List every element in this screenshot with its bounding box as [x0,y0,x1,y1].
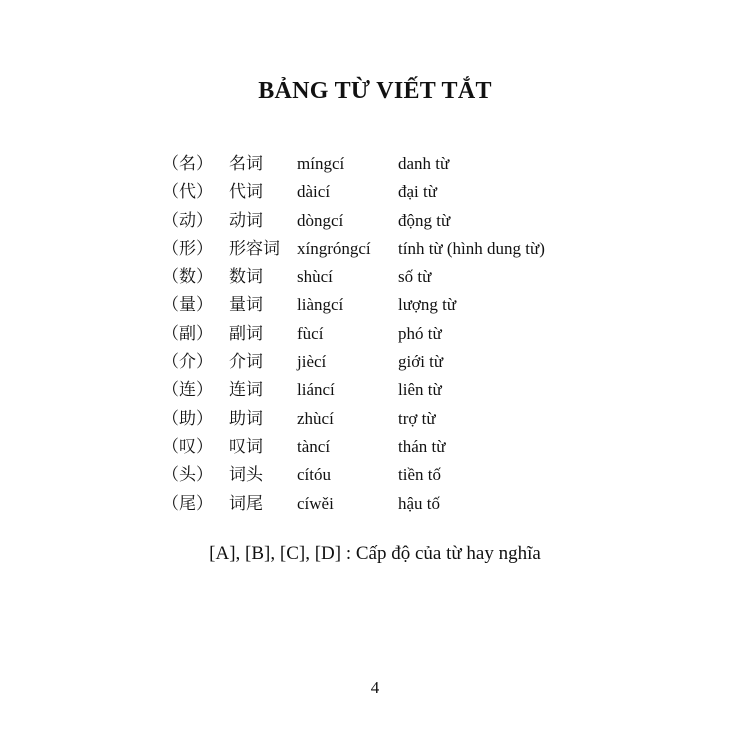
chinese-term-cell: 叹词 [229,436,263,456]
chinese-term-cell: 助词 [229,408,263,428]
pinyin-cell: cítóu [297,465,331,485]
table-row [162,207,642,235]
meaning-cell: số từ [398,267,432,287]
abbreviation-cell: （助） [162,408,213,428]
chinese-term-cell: 名词 [229,154,263,173]
table-row [162,433,642,461]
table-row [162,348,642,376]
meaning-cell: lượng từ [398,295,457,315]
abbreviation-table [162,150,642,518]
table-row [162,376,642,404]
abbreviation-cell: （形） [162,238,213,258]
abbreviation-cell: （叹） [162,436,213,456]
table-row [162,490,642,518]
meaning-cell: danh từ [398,154,450,173]
pinyin-cell: liàngcí [297,295,344,315]
chinese-term-cell: 数词 [229,267,263,287]
abbreviation-cell: （连） [162,380,213,400]
table-row [162,461,642,489]
abbreviation-cell: （量） [162,295,213,315]
abbreviation-cell: （代） [162,182,213,202]
chinese-term-cell: 量词 [229,295,263,315]
meaning-cell: liên từ [398,380,442,400]
pinyin-cell: xíngróngcí [297,238,371,258]
table-row [162,263,642,291]
abbreviation-cell: （头） [162,465,213,485]
level-note: [A], [B], [C], [D] : Cấp độ của từ hay nghĩa [209,543,541,564]
chinese-term-cell: 副词 [229,323,263,343]
pinyin-cell: tàncí [297,436,331,456]
table-row [162,150,642,178]
page-title: BẢNG TỪ VIẾT TẮT [258,78,492,104]
pinyin-cell: zhùcí [297,408,334,428]
chinese-term-cell: 动词 [229,210,263,230]
pinyin-cell: fùcí [297,323,324,343]
meaning-cell: hậu tố [398,493,441,513]
pinyin-cell: míngcí [297,154,345,173]
pinyin-cell: cíwěi [297,493,334,513]
page-number: 4 [370,678,380,697]
table-row [162,178,642,206]
table-row [162,405,642,433]
abbreviation-cell: （副） [162,323,213,343]
chinese-term-cell: 介词 [229,352,263,372]
chinese-term-cell: 形容词 [229,238,280,258]
pinyin-cell: dòngcí [297,210,344,230]
abbreviation-cell: （介） [162,352,213,372]
pinyin-cell: liáncí [297,380,335,400]
meaning-cell: tiền tố [398,465,441,485]
table-row [162,291,642,319]
chinese-term-cell: 词头 [229,465,263,485]
chinese-term-cell: 连词 [229,380,263,400]
meaning-cell: đại từ [398,182,437,202]
meaning-cell: động từ [398,210,451,230]
pinyin-cell: jiècí [297,352,327,372]
pinyin-cell: shùcí [297,267,333,287]
meaning-cell: tính từ (hình dung từ) [398,238,545,258]
meaning-cell: trợ từ [398,408,436,428]
chinese-term-cell: 词尾 [229,493,263,513]
abbreviation-cell: （尾） [162,493,213,513]
table-row [162,235,642,263]
meaning-cell: phó từ [398,323,442,343]
table-row [162,320,642,348]
pinyin-cell: dàicí [297,182,331,202]
meaning-cell: giới từ [398,352,444,372]
abbreviation-cell: （数） [162,267,213,287]
abbreviation-cell: （动） [162,210,213,230]
abbreviation-cell: （名） [162,154,213,173]
chinese-term-cell: 代词 [229,182,263,202]
meaning-cell: thán từ [398,436,446,456]
